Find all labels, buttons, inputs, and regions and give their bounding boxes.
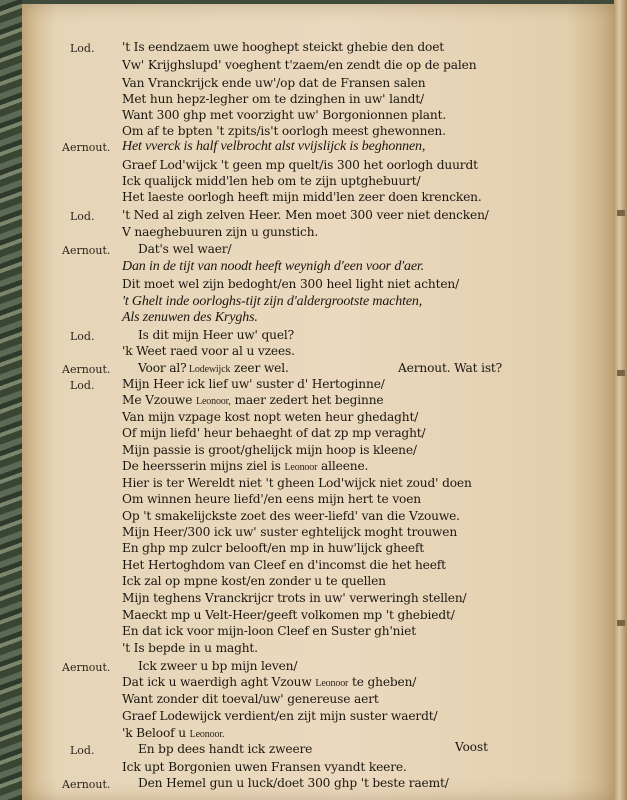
speaker-label: Aernout.: [62, 363, 111, 376]
speaker-label: Lod.: [70, 379, 95, 392]
verse-text: [122, 310, 258, 326]
verse-text: [122, 108, 446, 122]
extra-dialogue: Aernout. Wat ist?: [398, 361, 503, 375]
verse-part: Dat ick u waerdigh aght Vzouw: [122, 675, 316, 689]
verse-part: Het vverck is half velbrocht alst vvijslijck is beghonnen,: [122, 139, 426, 154]
verse-text: [122, 426, 426, 440]
verse-part: 't Is bepde in u maght.: [122, 641, 258, 655]
verse-part: Of mijn liefd' heur behaeght of dat zp mp veraght/: [122, 426, 426, 440]
text-line: [0, 393, 627, 411]
verse-part: Het laeste oorlogh heeft mijn midd'len zeer doen krencken.: [122, 190, 482, 204]
verse-part: Dan in de tijt van noodt heeft weynigh d'een voor d'aer.: [122, 259, 425, 274]
text-line: [0, 692, 627, 710]
verse-part: 't Is eendzaem uwe hooghept steickt ghebie den doet: [122, 40, 445, 54]
verse-part: Dit moet wel zijn bedoght/en 300 heel light niet achten/: [122, 277, 460, 291]
verse-text: [122, 574, 386, 588]
verse-part: En ghp mp zulcr belooft/en mp in huw'lijck gheeft: [122, 541, 425, 555]
verse-text: [122, 591, 466, 605]
verse-text: [122, 492, 421, 506]
verse-text: [122, 476, 472, 490]
verse-text: [122, 726, 224, 740]
verse-part: zeer wel.: [230, 361, 289, 375]
text-line: [0, 541, 627, 559]
verse-part: Ick zweer u bp mijn leven/: [138, 659, 298, 673]
verse-part: alleene.: [317, 459, 369, 473]
name-text: Leonoor.: [189, 729, 225, 740]
verse-part: Graef Lodewijck verdient/en zijt mijn suster waerdt/: [122, 709, 438, 723]
text-line: [0, 675, 627, 693]
verse-text: [122, 541, 424, 555]
verse-text: [122, 692, 379, 706]
verse-part: te gheben/: [348, 675, 417, 689]
verse-text: [122, 624, 416, 638]
text-line: [0, 641, 627, 659]
verse-text: [122, 190, 482, 204]
verse-text: [122, 225, 318, 239]
text-line: [0, 58, 627, 76]
verse-text: [122, 40, 444, 54]
verse-text: [138, 361, 289, 375]
verse-part: Den Hemel gun u luck/doet 300 ghp 't beste raemt/: [138, 776, 449, 790]
verse-part: Graef Lod'wijck 't geen mp quelt/is 300 het oorlogh duurdt: [122, 158, 478, 172]
verse-text: [122, 208, 489, 222]
verse-text: [122, 525, 457, 539]
verse-part: En bp dees handt ick zweere: [138, 742, 313, 756]
verse-part: Maeckt mp u Velt-Heer/geeft volkomen mp 't ghebiedt/: [122, 608, 455, 622]
verse-text: [138, 776, 449, 790]
verse-part: Mijn passie is groot/ghelijck mijn hoop is kleene/: [122, 443, 417, 457]
name-text: Leonoor,: [196, 396, 231, 407]
catchword: Voost: [455, 740, 488, 754]
text-line: [0, 591, 627, 609]
verse-part: Mijn Heer ick lief uw' suster d' Hertoginne/: [122, 377, 385, 391]
name-text: Leonoor: [315, 678, 349, 689]
speaker-label: Aernout.: [62, 141, 111, 154]
verse-text: [122, 259, 424, 275]
text-line: [0, 574, 627, 592]
verse-part: V naeghebuuren zijn u gunstich.: [122, 225, 319, 239]
text-line: [0, 208, 627, 226]
speaker-label: Lod.: [70, 744, 95, 757]
verse-text: [122, 174, 420, 188]
text-line: [0, 259, 627, 277]
name-text: Lodewijck: [186, 364, 231, 375]
text-line: [0, 344, 627, 362]
verse-text: [122, 294, 422, 310]
name-text: Leonoor: [284, 462, 318, 473]
verse-text: [122, 410, 418, 424]
text-line: [0, 492, 627, 510]
speaker-label: Aernout.: [62, 244, 111, 257]
verse-text: [122, 509, 460, 523]
verse-part: Vw' Krijghslupd' voeghent t'zaem/en zendt die op de palen: [122, 58, 477, 72]
verse-part: Op 't smakelijckste zoet des weer-liefd' van die Vzouwe.: [122, 509, 460, 523]
text-line: [0, 225, 627, 243]
text-line: [0, 709, 627, 727]
verse-part: Mijn teghens Vranckrijcr trots in uw' verweringh stellen/: [122, 591, 467, 605]
verse-part: Mijn Heer/300 ick uw' suster eghtelijck moght trouwen: [122, 525, 458, 539]
verse-part: Ick zal op mpne kost/en zonder u te quellen: [122, 574, 386, 588]
verse-text: [122, 158, 478, 172]
verse-part: Want 300 ghp met voorzight uw' Borgonionnen plant.: [122, 108, 447, 122]
verse-part: Van Vranckrijck ende uw'/op dat de Fransen salen: [122, 76, 426, 90]
verse-text: [122, 92, 424, 106]
verse-part: Het Hertoghdom van Cleef en d'incomst die het heeft: [122, 558, 446, 572]
text-line: [0, 242, 627, 260]
verse-part: De heersserin mijns ziel is: [122, 459, 285, 473]
verse-text: [122, 709, 437, 723]
verse-text: [122, 76, 426, 90]
verse-text: [138, 742, 312, 756]
verse-text: [122, 139, 425, 155]
verse-part: 'k Weet raed voor al u vzees.: [122, 344, 295, 358]
verse-text: [122, 344, 295, 358]
verse-text: [122, 58, 476, 72]
verse-text: [122, 393, 384, 407]
verse-part: Als zenuwen des Kryghs.: [122, 310, 258, 325]
verse-part: En dat ick voor mijn-loon Cleef en Suster gh'niet: [122, 624, 416, 638]
verse-part: Hier is ter Wereldt niet 't gheen Lod'wijck niet zoud' doen: [122, 476, 472, 490]
verse-text: [122, 459, 368, 473]
text-line: [0, 139, 627, 157]
verse-part: 't Ghelt inde oorloghs-tijt zijn d'aldergrootste machten,: [122, 294, 423, 309]
verse-part: Ick qualijck midd'len heb om te zijn uptghebuurt/: [122, 174, 421, 188]
verse-text: [138, 328, 294, 342]
verse-text: [122, 675, 416, 689]
text-line: [0, 277, 627, 295]
text-line: [0, 426, 627, 444]
verse-part: Voor al?: [138, 361, 187, 375]
verse-text: [122, 377, 385, 391]
speaker-label: Aernout.: [62, 661, 111, 674]
verse-text: [138, 242, 231, 256]
text-line: [0, 190, 627, 208]
verse-text: [122, 608, 455, 622]
verse-text: [122, 558, 446, 572]
text-line: [0, 459, 627, 477]
verse-part: Van mijn vzpage kost nopt weten heur ghedaght/: [122, 410, 419, 424]
verse-part: Me Vzouwe: [122, 393, 196, 407]
verse-text: [138, 659, 297, 673]
text-line: [0, 40, 627, 58]
verse-text: [122, 760, 407, 774]
text-line: [0, 776, 627, 794]
speaker-label: Lod.: [70, 42, 95, 55]
verse-text: [122, 277, 459, 291]
verse-part: Is dit mijn Heer uw' quel?: [138, 328, 295, 342]
verse-part: Dat's wel waer/: [138, 242, 232, 256]
speaker-label: Lod.: [70, 330, 95, 343]
speaker-label: Aernout.: [62, 778, 111, 791]
verse-part: 'k Beloof u: [122, 726, 190, 740]
verse-part: 't Ned al zigh zelven Heer. Men moet 300 veer niet dencken/: [122, 208, 489, 222]
verse-part: Met hun hepz-legher om te dzinghen in uw' landt/: [122, 92, 425, 106]
speaker-label: Lod.: [70, 210, 95, 223]
verse-part: Om af te bpten 't zpits/is't oorlogh meest ghewonnen.: [122, 124, 446, 138]
text-line: [0, 742, 627, 760]
verse-part: maer zedert het beginne: [230, 393, 384, 407]
verse-part: Want zonder dit toeval/uw' genereuse aert: [122, 692, 379, 706]
verse-text: [122, 641, 258, 655]
text-line: [0, 310, 627, 328]
text-line: [0, 624, 627, 642]
verse-text: [122, 443, 417, 457]
verse-part: Om winnen heure liefd'/en eens mijn hert te voen: [122, 492, 422, 506]
verse-text: [122, 124, 446, 138]
verse-part: Ick upt Borgonien uwen Fransen vyandt keere.: [122, 760, 407, 774]
